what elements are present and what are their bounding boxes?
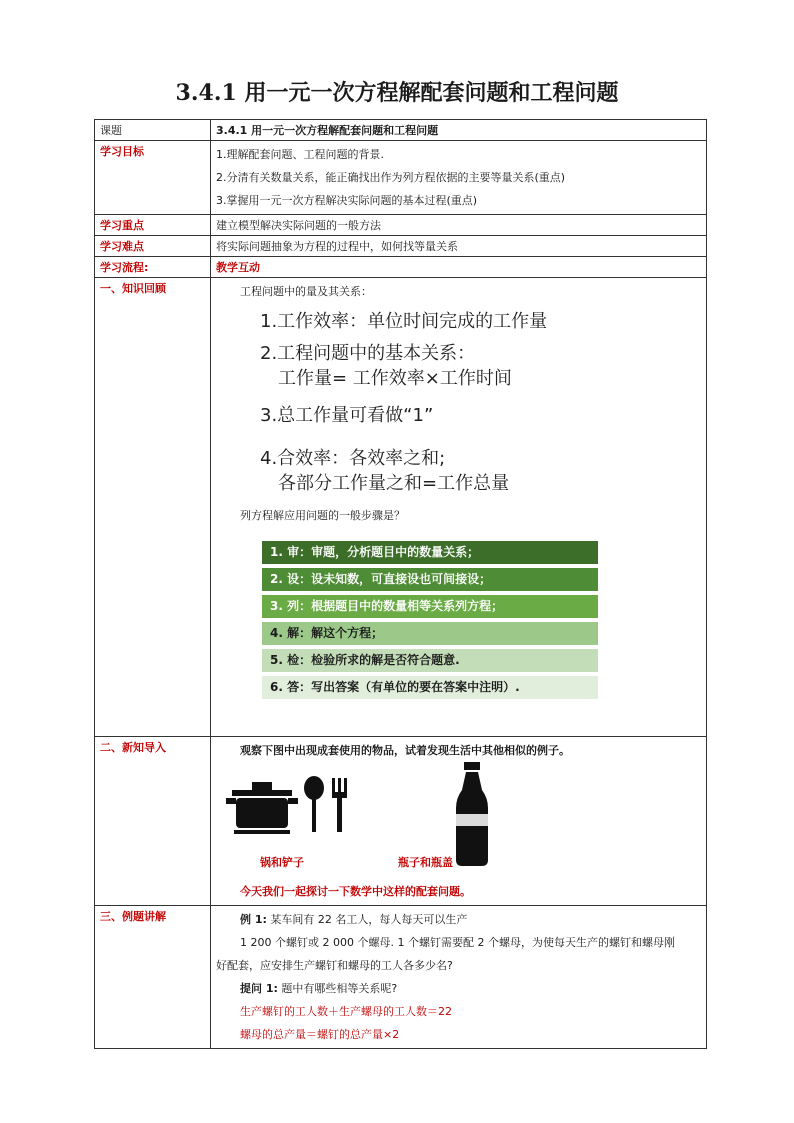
icons-area xyxy=(216,762,701,880)
steps-list xyxy=(262,541,598,699)
difficulty-value: 将实际问题抽象为方程的过程中，如何找等量关系 xyxy=(211,236,707,257)
goal-item: 3.掌握用一元一次方程解决实际问题的基本过程(重点) xyxy=(216,194,478,207)
flow-value: 教学互动 xyxy=(211,257,707,278)
review-cell xyxy=(211,278,707,737)
example-text: 某车间有 22 名工人，每人每天可以生产 xyxy=(266,913,468,926)
review-point: 工作量= 工作效率×工作时间 xyxy=(278,368,512,389)
lesson-table xyxy=(94,119,707,1049)
goals-label: 学习目标 xyxy=(95,141,211,215)
table-row xyxy=(95,141,707,215)
spoon-fork-icon xyxy=(302,776,362,836)
example-number: 例 1: xyxy=(240,913,267,926)
example-label: 三、例题讲解 xyxy=(95,906,211,1049)
page-title: 3.4.1 用一元一次方程解配套问题和工程问题 xyxy=(175,80,619,106)
table-row xyxy=(95,257,707,278)
step-item: 1. 审：审题，分析题目中的数量关系； xyxy=(262,541,598,564)
review-point: 3.总工作量可看做“1” xyxy=(260,405,434,426)
topic-label: 课题 xyxy=(95,120,211,141)
equation-2: 螺母的总产量＝螺钉的总产量×2 xyxy=(240,1028,400,1041)
table-row xyxy=(95,120,707,141)
question-text: 题中有哪些相等关系呢? xyxy=(277,982,398,995)
key-value: 建立模型解决实际问题的一般方法 xyxy=(211,215,707,236)
key-label: 学习重点 xyxy=(95,215,211,236)
review-question: 列方程解应用问题的一般步骤是？ xyxy=(240,509,405,522)
step-item: 5. 检：检验所求的解是否符合题意. xyxy=(262,649,598,672)
review-point: 4.合效率：各效率之和; xyxy=(260,448,446,469)
question-number: 提问 1: xyxy=(240,982,278,995)
table-row xyxy=(95,236,707,257)
goals-cell xyxy=(211,141,707,215)
bottle-icon xyxy=(452,762,492,866)
step-item: 3. 列：根据题目中的数量相等关系列方程； xyxy=(262,595,598,618)
review-point: 1.工作效率：单位时间完成的工作量 xyxy=(260,311,548,332)
example-text: 1 200 个螺钉或 2 000 个螺母. 1 个螺钉需要配 2 个螺母，为使每天生产的螺钉和螺母刚 xyxy=(240,936,675,949)
table-row xyxy=(95,278,707,737)
newknowledge-cell xyxy=(211,737,707,906)
newknowledge-text: 观察下图中出现成套使用的物品，试着发现生活中其他相似的例子。 xyxy=(240,744,570,757)
newknowledge-label: 二、新知导入 xyxy=(95,737,211,906)
step-item: 6. 答：写出答案（有单位的要在答案中注明）. xyxy=(262,676,598,699)
step-item: 2. 设：设未知数，可直接设也可间接设； xyxy=(262,568,598,591)
goal-item: 2.分清有关数量关系，能正确找出作为列方程依据的主要等量关系(重点) xyxy=(216,171,566,184)
review-label: 一、知识回顾 xyxy=(95,278,211,737)
table-row xyxy=(95,215,707,236)
review-intro: 工程问题中的量及其关系： xyxy=(240,285,372,298)
difficulty-label: 学习难点 xyxy=(95,236,211,257)
table-row xyxy=(95,737,707,906)
example-cell xyxy=(211,906,707,1049)
example-text: 好配套，应安排生产螺钉和螺母的工人各多少名? xyxy=(216,959,453,972)
review-point: 2.工程问题中的基本关系： xyxy=(260,343,476,364)
caption-bottle: 瓶子和瓶盖 xyxy=(398,856,453,869)
step-item: 4. 解：解这个方程； xyxy=(262,622,598,645)
caption-pot: 锅和铲子 xyxy=(260,856,304,869)
table-row xyxy=(95,906,707,1049)
goal-item: 1.理解配套问题、工程问题的背景. xyxy=(216,148,384,161)
equation-1: 生产螺钉的工人数＋生产螺母的工人数＝22 xyxy=(240,1005,452,1018)
flow-label: 学习流程: xyxy=(95,257,211,278)
review-point: 各部分工作量之和=工作总量 xyxy=(278,473,510,494)
newknowledge-ending: 今天我们一起探讨一下数学中这样的配套问题。 xyxy=(240,885,471,898)
topic-value: 3.4.1 用一元一次方程解配套问题和工程问题 xyxy=(211,120,707,141)
